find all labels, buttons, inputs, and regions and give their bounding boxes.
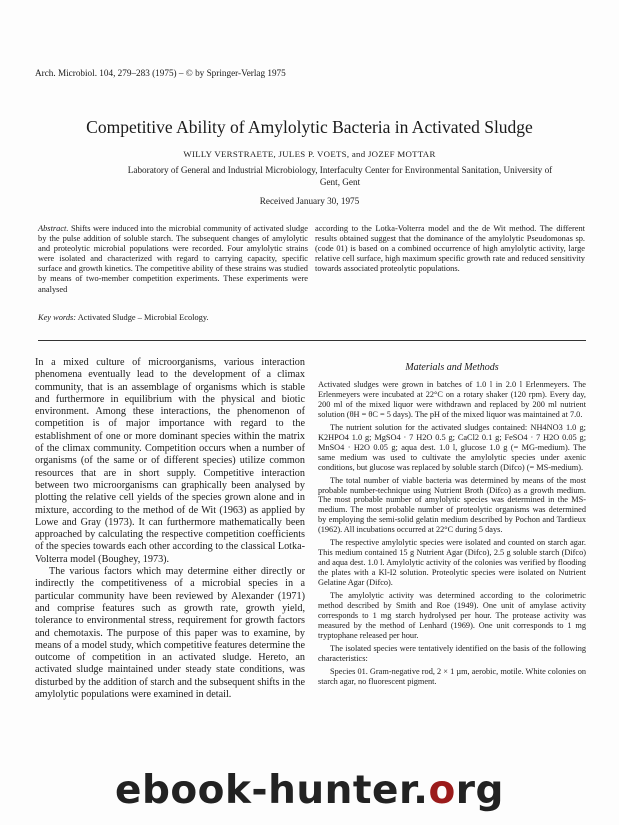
section-divider <box>38 340 586 341</box>
methods-paragraph: The total number of viable bacteria was determined by means of the most probable number-technique using Nutrient Broth (Difco) as a growth medium. The most probable number of amylolytic species was determined in the MS-medium. The most probable number of proteolytic organisms was determined by employing the semi-solid gelatin medium described by Pochon and Tardieux (1962). All incubations occurred at 22°C during 5 days. <box>318 475 586 535</box>
watermark-dot: . <box>413 768 429 813</box>
keywords <box>38 313 338 322</box>
watermark-accent-letter: o <box>428 768 456 813</box>
intro-paragraph: In a mixed culture of microorganisms, various interaction phenomena eventually lead to the development of a climax community, that is an assemblage of organisms which is stable and furthermore in equilibrium with the physical and biotic environment. Among these interactions, the phenomenon of competition is of major importance with regard to the establishment of one or more dominant species within the matrix of the climax community. Competition occurs when a number of organisms (of the same or of different species) utilize common resources that are in short supply. Competitive interaction between two microorganisms can graphically been analysed by plotting the relative cell yields of the species grown alone and in mixture, according to the method of de Wit (1963) as applied by Lowe and Gray (1973). It can furthermore mathematically been approached by calculating the respective competition coefficients of the species towards each other according to the classical Lotka-Volterra model (Boughey, 1973). <box>35 357 305 565</box>
methods-paragraph: The amylolytic activity was determined according to the colorimetric method described by Smith and Roe (1949). One unit of amylase activity corresponds to 1 mg starch hydrolysed per hour. The protease activity was measured by the method of Lenhard (1969). One unit corresponds to 1 mg tryptophane released per hour. <box>318 591 586 640</box>
abstract-label: Abstract. <box>38 224 69 233</box>
methods-paragraph: The isolated species were tentatively identified on the basis of the following characteristics: <box>318 643 586 663</box>
abstract-text-left: Shifts were induced into the microbial community of activated sludge by the pulse addition of soluble starch. The subsequent changes of amylolytic and proteolytic microbial populations were recorded. Four amylolytic strains were isolated and characterized with regard to carrying capacity, specific surface and growth kinetics. The competitive ability of these strains was studied by means of two-member competition experiments. These experiments were analysed <box>38 224 309 294</box>
watermark-text: ebook-hunter <box>115 768 414 813</box>
keywords-text: Activated Sludge – Microbial Ecology. <box>77 313 209 322</box>
abstract-right: according to the Lotka-Volterra model and the de Wit method. The different results obtained suggest that the dominance of the amylolytic Pseudomonas sp. (code 01) is based on a combined occurrence of high amylolytic activity, large relative cell surface, high maximum specific growth rate and reduced sensitivity towards associated proteolytic populations. <box>315 224 585 274</box>
methods-paragraph: Species 01. Gram-negative rod, 2 × 1 µm, aerobic, motile. White colonies on starch agar, no fluorescent pigment. <box>318 666 586 686</box>
watermark-logo <box>115 768 504 813</box>
methods-text <box>318 380 586 690</box>
watermark-text-end: rg <box>455 768 504 813</box>
keywords-label: Key words: <box>38 313 77 322</box>
methods-paragraph: The nutrient solution for the activated sludges contained: NH4NO3 1.0 g; K2HPO4 1.0 g; MgSO4 · 7 H2O 0.5 g; CaCl2 0.1 g; FeSO4 · 7 H2O 0.05 g; MnSO4 · H2O 0.05 g; aqua dest. 1.0 l, glucose 1.0 g (= MG-medium). The same medium was used to cultivate the amylolytic species under axenic conditions, but glucose was replaced by soluble starch (Difco) (= MS-medium). <box>318 422 586 472</box>
section-heading-methods: Materials and Methods <box>405 362 499 373</box>
methods-paragraph: Activated sludges were grown in batches of 1.0 l in 2.0 l Erlenmeyers. The Erlenmeyers were incubated at 22°C on a rotary shaker (120 rpm). Every day, 200 ml of the mixed liquor were withdrawn and replaced by 200 ml nutrient solution (θH = θC = 5 days). The pH of the mixed liquor was maintained at 7.0. <box>318 380 586 419</box>
paper-title: Competitive Ability of Amylolytic Bacteria in Activated Sludge <box>86 117 533 137</box>
affiliation: Laboratory of General and Industrial Microbiology, Interfaculty Center for Environmental Sanitation, University of Gent, Gent <box>127 165 553 187</box>
abstract-left <box>38 224 308 295</box>
introduction <box>35 357 305 701</box>
received-date: Received January 30, 1975 <box>259 196 360 206</box>
author-list: WILLY VERSTRAETE, JULES P. VOETS, and JOZEF MOTTAR <box>183 149 436 159</box>
journal-citation: Arch. Microbiol. 104, 279–283 (1975) – © by Springer-Verlag 1975 <box>35 68 286 78</box>
methods-paragraph: The respective amylolytic species were isolated and counted on starch agar. This medium contained 15 g Nutrient Agar (Difco), 2.5 g soluble starch (Difco) and aqua dest. 1.0 l. Amylolytic activity of the colonies was verified by flooding the plates with a Kl-I2 solution. Proteolytic species were isolated on Nutrient Gelatine Agar (Difco). <box>318 538 586 588</box>
intro-paragraph: The various factors which may determine either directly or indirectly the competitiveness of a microbial species in a particular community have been reviewed by Alexander (1971) and comprise features such as growth rate, growth yield, tolerance to environmental stress, requirement for growth factors and chemotaxis. The purpose of this paper was to examine, by means of a model study, which competitive features determine the outcome of competition in an activated sludge. Hereto, an activated sludge maintained under steady state conditions, was disturbed by the addition of starch and the subsequent shifts in the amylolytic populations were examined in detail. <box>35 566 305 701</box>
